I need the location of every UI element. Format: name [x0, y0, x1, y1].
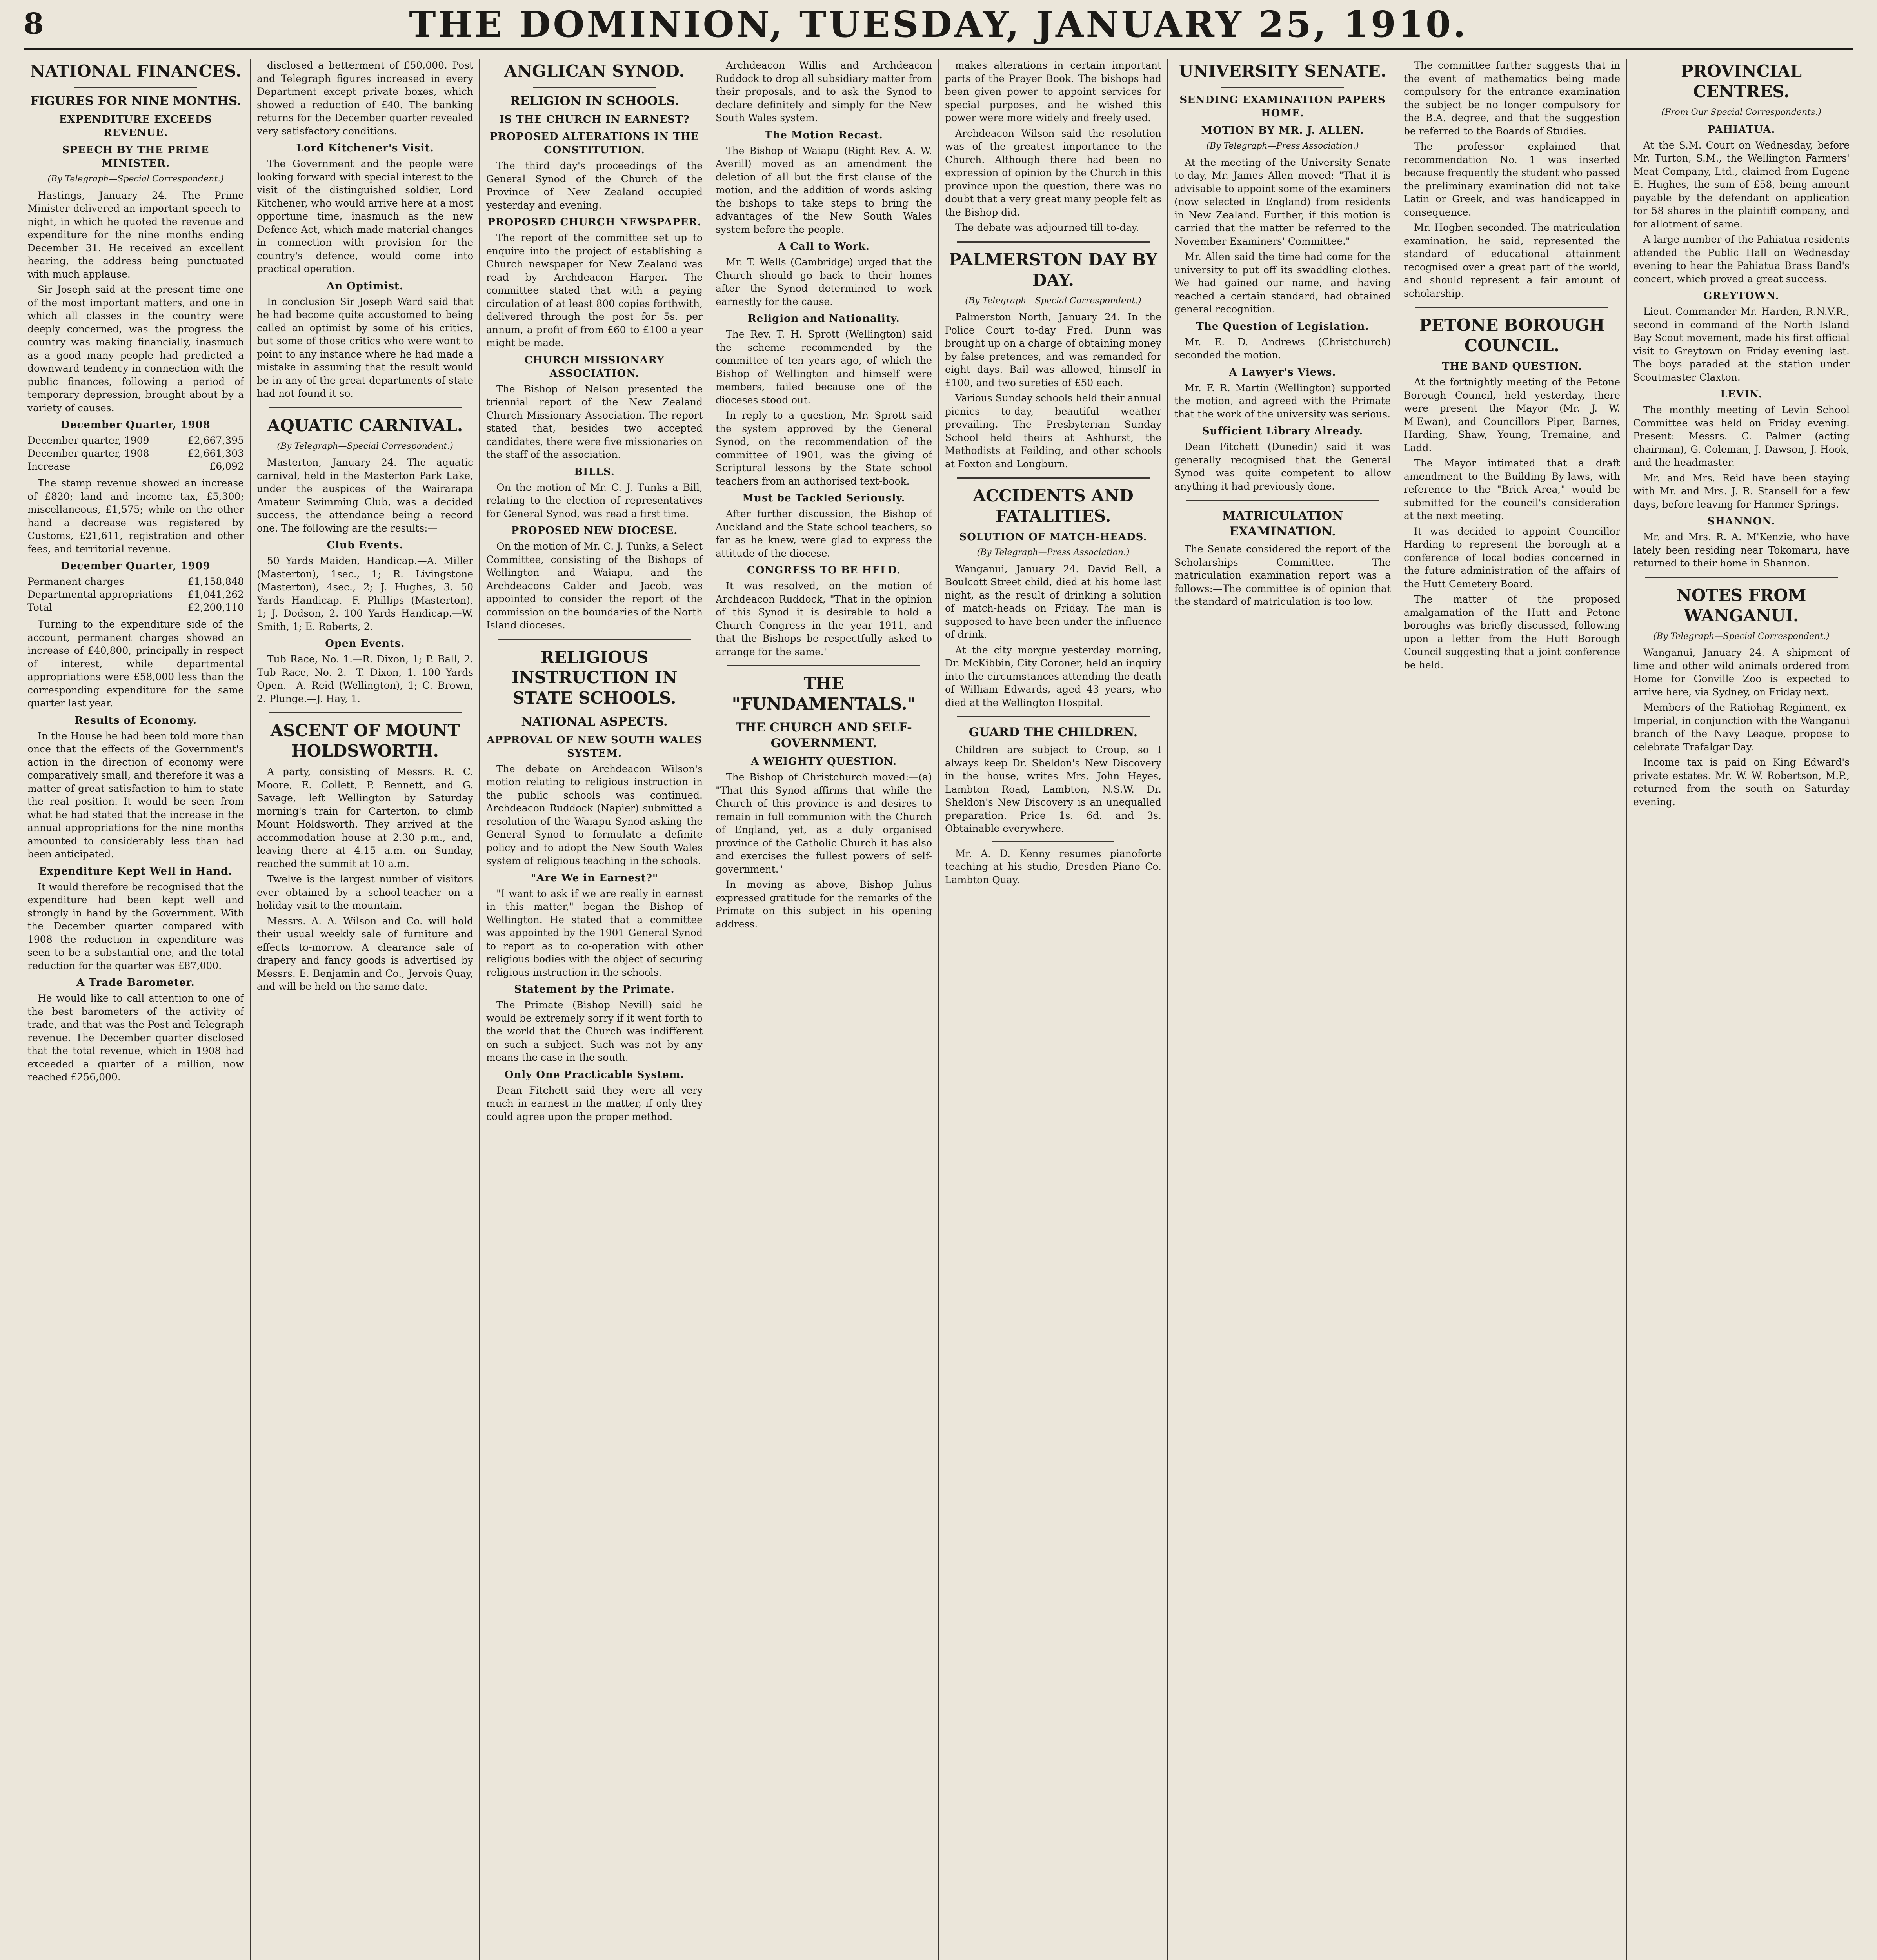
article-paragraph: Archdeacon Willis and Archdeacon Ruddock to drop all subsidiary matter from their proposals, and to ask the Synod to declare definitely and simply for the New South Wales system.: [716, 60, 932, 123]
rule: [957, 477, 1150, 479]
row-value: £1,041,262: [187, 589, 244, 600]
rule: [1221, 87, 1344, 88]
row-value: £2,667,395: [187, 435, 244, 446]
headline-wanganui-notes: NOTES FROM WANGANUI.: [1676, 585, 1806, 625]
table-row: [27, 588, 244, 601]
credit-line: (By Telegraph—Special Correspondent.): [1653, 631, 1830, 641]
rule: [74, 87, 197, 88]
article-paragraph: The Primate (Bishop Nevill) said he would be extremely sorry if it went forth to the world that the Church was indifferent on such a subject. Such was not by any means the case in the south.: [486, 999, 703, 1063]
rule: [498, 639, 691, 640]
article-paragraph: The Bishop of Waiapu (Right Rev. A. W. Averill) moved as an amendment the deletion of all but the first clause of the motion, and the addition of words asking the bishops to take steps to bring the advantages of the New South Wales system before the people.: [716, 145, 932, 235]
article-paragraph: Mr. and Mrs. Reid have been staying with Mr. and Mrs. J. R. Stansell for a few days, before leaving for Hanmer Springs.: [1633, 472, 1850, 510]
article-paragraph: The professor explained that recommendation No. 1 was inserted because frequently the student who passed the preliminary examination did not take Latin or Greek, and was handicapped in consequence.: [1404, 141, 1620, 218]
article-paragraph: At the fortnightly meeting of the Petone Borough Council, held yesterday, there were present the Mayor (Mr. J. W. M'Ewan), and Councillors Piper, Barnes, Harding, Shaw, Young, Tremaine, and Ladd.: [1404, 376, 1620, 454]
article-paragraph: In moving as above, Bishop Julius expressed gratitude for the remarks of the Primate on this subject in his opening address.: [716, 879, 932, 930]
article-paragraph: The Bishop of Christchurch moved:—(a) "That this Synod affirms that while the Church of this province is and desires to remain in full communion with the Church of England, yet, as a duly organised province of the Catholic Church it has also and exercises the fullest powers of self-government.": [716, 771, 932, 875]
table-row: [27, 575, 244, 588]
rule: [1186, 500, 1379, 501]
page-number: 8: [24, 7, 44, 41]
article-paragraph: Wanganui, January 24. A shipment of lime and other wild animals ordered from Home for Gonville Zoo is expected to arrive here, via Sydney, on Friday next.: [1633, 647, 1850, 698]
deck-motion-allen: MOTION BY MR. J. ALLEN.: [1201, 125, 1364, 136]
section-subhead: LEVIN.: [1720, 388, 1763, 400]
row-label: Total: [27, 602, 52, 613]
article-paragraph: Hastings, January 24. The Prime Minister delivered an important speech to-night, in which he quoted the revenue and expenditure for the nine months ending December 31. He received an excellent hearing, the address being punctuated with much applause.: [27, 189, 244, 280]
deck-nsw-system: APPROVAL OF NEW SOUTH WALES SYSTEM.: [487, 734, 702, 759]
subhead-match-heads: SOLUTION OF MATCH-HEADS.: [959, 531, 1147, 543]
rule: [533, 87, 656, 88]
article-paragraph: Tub Race, No. 1.—R. Dixon, 1; P. Ball, 2. Tub Race, No. 2.—T. Dixon, 1. 100 Yards Open.—A. Reid (Wellington), 1; C. Brown, 2. Plunge.—J. Hay, 1.: [257, 653, 473, 704]
article-paragraph: A large number of the Pahiatua residents attended the Public Hall on Wednesday evening to hear the Pahiatua Brass Band's concert, which proved a great success.: [1633, 234, 1850, 285]
article-paragraph: Mr. T. Wells (Cambridge) urged that the Church should go back to their homes after the Synod determined to work earnestly for the cause.: [716, 256, 932, 307]
credit-line: (By Telegraph—Special Correspondent.): [47, 174, 224, 184]
subhead-nine-months: FIGURES FOR NINE MONTHS.: [30, 94, 241, 108]
credit-line: (By Telegraph—Press Association.): [977, 548, 1130, 557]
headline-provincial-centres: PROVINCIAL CENTRES.: [1681, 62, 1802, 101]
headline-anglican-synod: ANGLICAN SYNOD.: [504, 62, 685, 81]
headline-mount-holdsworth: ASCENT OF MOUNT HOLDSWORTH.: [270, 721, 460, 760]
column-rule: [250, 59, 251, 1960]
article-paragraph: At the meeting of the University Senate to-day, Mr. James Allen moved: "That it is advisable to appoint some of the examiners (now selected in England) from residents in New Zealand. Further, if this motion is carried that the matter be referred to the November Examiners' Committee.": [1174, 156, 1391, 247]
article-paragraph: Messrs. A. A. Wilson and Co. will hold their usual weekly sale of furniture and effects to-morrow. A clearance sale of drapery and fancy goods is advertised by Messrs. E. Benjamin and Co., Jervois Quay, and will be held on the same date.: [257, 915, 473, 992]
section-subhead: Only One Practicable System.: [504, 1069, 685, 1081]
headline-religious-instruction: RELIGIOUS INSTRUCTION IN STATE SCHOOLS.: [511, 647, 678, 708]
subhead-religion-schools: RELIGION IN SCHOOLS.: [510, 94, 679, 108]
row-label: Permanent charges: [27, 576, 124, 587]
article-paragraph: Palmerston North, January 24. In the Police Court to-day Fred. Dunn was brought up on a charge of obtaining money by false pretences, and was remanded for eight days. Bail was allowed, himself in £100, and two sureties of £50 each.: [945, 311, 1161, 388]
section-subhead: PROPOSED CHURCH NEWSPAPER.: [487, 216, 701, 228]
column-rule: [938, 59, 939, 1960]
article-paragraph: The debate on Archdeacon Wilson's motion relating to religious instruction in the public schools was continued. Archdeacon Ruddock (Napier) submitted a resolution of the Waiapu Synod asking the General Synod to formulate a definite policy and to adopt the New South Wales system of religious teaching in the schools.: [486, 763, 703, 866]
section-subhead: Club Events.: [327, 539, 403, 551]
rule: [957, 241, 1150, 243]
table-row: [27, 460, 244, 473]
article-paragraph: The Government and the people were looking forward with special interest to the visit of the distinguished soldier, Lord Kitchener, who would arrive here at a most opportune time, inasmuch as the new Defence Act, which made material changes in connection with provision for the country's defence, would come into practical operation.: [257, 158, 473, 274]
article-paragraph: 50 Yards Maiden, Handicap.—A. Miller (Masterton), 1sec., 1; R. Livingstone (Masterton), 4sec., 2; J. Hughes, 3. 50 Yards Handicap.—F. Phillips (Masterton), 1; J. Dodson, 2. 100 Yards Handicap.—W. Smith, 1; E. Roberts, 2.: [257, 555, 473, 632]
section-subhead: An Optimist.: [327, 280, 403, 292]
article-paragraph: Turning to the expenditure side of the account, permanent charges showed an increase of £40,800, principally in respect of interest, while departmental appropriations were £58,000 less than the corresponding expenditure for the same quarter last year.: [27, 619, 244, 709]
headline-matriculation: MATRICULATION EXAMINATION.: [1222, 509, 1343, 539]
article-paragraph: In the House he had been told more than once that the effects of the Government's action in the direction of economy were comparatively small, and therefore it was a matter of great satisfaction to him to state the real position. It would be seen from what he had stated that the increase in the annual appropriations for the nine months amounted to considerably less than had been anticipated.: [27, 730, 244, 860]
row-label: Increase: [27, 461, 71, 472]
rule: [957, 716, 1150, 717]
table-row: [27, 434, 244, 447]
headline-guard-children: GUARD THE CHILDREN.: [968, 725, 1138, 739]
table-label: December Quarter, 1909: [61, 560, 211, 572]
article-paragraph: In conclusion Sir Joseph Ward said that he had become quite accustomed to being called an optimist by some of his critics, but some of those critics who were wont to point to any instance where he had made a mistake in assuming that the result would be in any of the great departments of state had not found it so.: [257, 296, 473, 399]
subhead-national-aspects: NATIONAL ASPECTS.: [521, 714, 668, 729]
revenue-table: [27, 434, 244, 473]
article-paragraph: It was resolved, on the motion of Archdeacon Ruddock, "That in the opinion of this Synod it is desirable to hold a Church Congress in the year 1911, and that the Bishops be respectfully asked to arrange for the same.": [716, 580, 932, 657]
article-paragraph: Mr. Allen said the time had come for the university to put off its swaddling clothes. We had gained our name, and having reached a certain standard, had obtained general recognition.: [1174, 251, 1391, 315]
deck-earnest: IS THE CHURCH IN EARNEST?: [499, 114, 690, 125]
article-paragraph: At the S.M. Court on Wednesday, before Mr. Turton, S.M., the Wellington Farmers' Meat Company, Ltd., claimed from Eugene E. Hughes, the sum of £58, being amount payable by the defendant on application for 58 shares in the plaintiff company, and for allotment of same.: [1633, 139, 1850, 230]
section-subhead: GREYTOWN.: [1703, 290, 1779, 302]
section-subhead: "Are We in Earnest?": [531, 872, 658, 884]
section-subhead: Religion and Nationality.: [748, 313, 900, 325]
table-row: [27, 601, 244, 614]
column-rule: [1167, 59, 1168, 1960]
section-subhead: BILLS.: [574, 466, 615, 478]
section-subhead: The Question of Legislation.: [1196, 320, 1369, 332]
column-1: [27, 59, 244, 1960]
deck-speech: SPEECH BY THE PRIME MINISTER.: [62, 144, 209, 169]
article-paragraph: A party, consisting of Messrs. R. C. Moore, E. Collett, P. Bennett, and G. Savage, left Wellington by Saturday morning's train for Carterton, to climb Mount Holdsworth. They arrived at the accommodation house at 2.30 p.m., and, leaving there at 4.15 a.m. on Sunday, reached the summit at 10 a.m.: [257, 766, 473, 869]
article-paragraph: "I want to ask if we are really in earnest in this matter," began the Bishop of Wellington. He stated that a committee was appointed by the 1901 General Synod to report as to co-operation with other religious bodies with the object of securing religious instruction in the schools.: [486, 887, 703, 978]
article-paragraph: The Mayor intimated that a draft amendment to the Building By-laws, with reference to the "Brick Area," would be submitted for the council's consideration at the next meeting.: [1404, 457, 1620, 521]
section-subhead: Results of Economy.: [74, 714, 197, 726]
section-subhead: CONGRESS TO BE HELD.: [747, 564, 901, 576]
row-value: £6,092: [209, 461, 244, 472]
row-value: £1,158,848: [187, 576, 244, 587]
rule: [992, 841, 1114, 842]
section-subhead: PAHIATUA.: [1707, 123, 1775, 136]
article-paragraph: Sir Joseph said at the present time one of the most important matters, and one in which all classes in the country were deeply concerned, was the progress the country was making financially, inasmuch as a good many people had predicted a downward tendency in connection with the public finances, following a period of temporary depression, brought about by a variety of causes.: [27, 284, 244, 414]
table-row: [27, 447, 244, 460]
section-subhead: Lord Kitchener's Visit.: [296, 142, 434, 154]
article-paragraph: Members of the Ratiohag Regiment, ex-Imperial, in conjunction with the Wanganui branch of the Navy League, propose to celebrate Trafalgar Day.: [1633, 702, 1850, 753]
article-paragraph: The monthly meeting of Levin School Committee was held on Friday evening. Present: Messrs. C. Palmer (acting chairman), G. Coleman, J. Dawson, J. Hook, and the headmaster.: [1633, 404, 1850, 468]
article-paragraph: He would like to call attention to one of the best barometers of the activity of trade, and that was the Post and Telegraph revenue. The December quarter disclosed that the total revenue, which in 1908 had exceeded a quarter of a million, now reached £256,000.: [27, 993, 244, 1083]
row-label: December quarter, 1908: [27, 448, 149, 459]
article-paragraph: Mr. Hogben seconded. The matriculation examination, he said, represented the standard of educational attainment recognised over a great part of the world, and should represent a fair amount of scholarship.: [1404, 222, 1620, 299]
newspaper-title: THE DOMINION, TUESDAY, JANUARY 25, 1910.: [409, 3, 1468, 45]
column-5: [945, 59, 1161, 1960]
article-paragraph: The third day's proceedings of the General Synod of the Church of the Province of New Zealand occupied yesterday and evening.: [486, 160, 703, 211]
rule: [727, 665, 920, 666]
article-paragraph: Various Sunday schools held their annual picnics to-day, beautiful weather prevailing. The Presbyterian Sunday School held theirs at Ashhurst, the Methodists at Feilding, and other schools at Foxton and Longburn.: [945, 392, 1161, 470]
headline-aquatic-carnival: AQUATIC CARNIVAL.: [267, 416, 463, 435]
article-paragraph: The report of the committee set up to enquire into the project of establishing a Church newspaper for New Zealand was read by Archdeacon Harper. The committee stated that with a paying circulation of at least 800 copies forthwith, delivered through the post for 5s. per annum, a profit of from £60 to £100 a year might be made.: [486, 232, 703, 348]
row-value: £2,200,110: [187, 602, 244, 613]
article-paragraph: The matter of the proposed amalgamation of the Hutt and Petone boroughs was briefly discussed, following upon a letter from the Hutt Borough Council suggesting that a joint conference be held.: [1404, 593, 1620, 671]
row-label: Departmental appropriations: [27, 589, 173, 600]
column-rule: [1626, 59, 1627, 1960]
article-paragraph: On the motion of Mr. C. J. Tunks, a Select Committee, consisting of the Bishops of Wellington and Waiapu, and the Archdeacons Calder and Jacob, was appointed to consider the report of the commission on the boundaries of the North Island dioceses.: [486, 541, 703, 631]
row-value: £2,661,303: [187, 448, 244, 459]
table-label: December Quarter, 1908: [61, 419, 211, 431]
article-paragraph: Mr. and Mrs. R. A. M'Kenzie, who have lately been residing near Tokomaru, have returned to their home in Shannon.: [1633, 531, 1850, 569]
subhead-self-government: THE CHURCH AND SELF-GOVERNMENT.: [736, 720, 912, 750]
credit-line: (By Telegraph—Press Association.): [1206, 141, 1359, 151]
rule: [1645, 577, 1838, 578]
article-paragraph: The debate was adjourned till to-day.: [955, 222, 1139, 233]
deck-weighty-question: A WEIGHTY QUESTION.: [750, 756, 897, 768]
article-paragraph: Mr. F. R. Martin (Wellington) supported the motion, and agreed with the Primate that the work of the university was serious.: [1174, 382, 1391, 420]
notice-paragraph: Mr. A. D. Kenny resumes pianoforte teaching at his studio, Dresden Piano Co. Lambton Quay.: [945, 848, 1161, 886]
credit-line: (By Telegraph—Special Correspondent.): [965, 296, 1141, 306]
article-paragraph: Mr. E. D. Andrews (Christchurch) seconded the motion.: [1174, 336, 1391, 361]
column-6: [1174, 59, 1391, 1960]
deck-expenditure: EXPENDITURE EXCEEDS REVENUE.: [59, 114, 213, 139]
credit-line: (From Our Special Correspondents.): [1661, 107, 1821, 117]
article-paragraph: The Bishop of Nelson presented the triennial report of the New Zealand Church Missionary Association. The report stated that, besides two accepted candidates, there were five missionaries on the staff of the association.: [486, 383, 703, 460]
column-2: [257, 59, 473, 1960]
section-subhead: Statement by the Primate.: [514, 984, 675, 995]
subhead-examination-papers: SENDING EXAMINATION PAPERS HOME.: [1179, 94, 1386, 119]
section-subhead: SHANNON.: [1707, 515, 1775, 527]
deck-alterations: PROPOSED ALTERATIONS IN THE CONSTITUTION.: [490, 131, 699, 156]
row-label: December quarter, 1909: [27, 435, 149, 446]
headline-petone-council: PETONE BOROUGH COUNCIL.: [1419, 316, 1605, 355]
column-4: [716, 59, 932, 1960]
headline-accidents: ACCIDENTS AND FATALITIES.: [973, 486, 1134, 526]
section-subhead: The Motion Recast.: [765, 129, 883, 141]
section-subhead: A Trade Barometer.: [76, 977, 195, 989]
article-paragraph: At the city morgue yesterday morning, Dr. McKibbin, City Coroner, held an inquiry into the circumstances attending the death of William Edwards, aged 43 years, who died at the Wellington Hospital.: [945, 644, 1161, 708]
section-subhead: Sufficient Library Already.: [1202, 425, 1363, 437]
masthead-rule: [24, 48, 1853, 50]
article-paragraph: After further discussion, the Bishop of Auckland and the State school teachers, so far as he knew, were glad to express the attitude of the diocese.: [716, 508, 932, 559]
article-paragraph: The Rev. T. H. Sprott (Wellington) said the scheme recommended by the committee of ten years ago, of which the Bishop of Wellington and himself were members, failed because one of the dioceses stood out.: [716, 328, 932, 406]
masthead: [24, 0, 1853, 51]
credit-line: (By Telegraph—Special Correspondent.): [277, 441, 453, 451]
article-paragraph: Masterton, January 24. The aquatic carnival, held in the Masterton Park Lake, under the auspices of the Wairarapa Amateur Swimming Club, was a decided success, the attendance being a record one. The following are the results:—: [257, 457, 473, 534]
rule: [269, 407, 462, 408]
column-rule: [479, 59, 480, 1960]
headline-palmerston: PALMERSTON DAY BY DAY.: [949, 250, 1157, 290]
article-paragraph: Lieut.-Commander Mr. Harden, R.N.V.R., second in command of the North Island Bay Scout movement, made his first official visit to Greytown on Friday evening last. The boys paraded at the station under Scoutmaster Claxton.: [1633, 306, 1850, 383]
article-paragraph: Dean Fitchett (Dunedin) said it was generally recognised that the General Synod was quite competent to allow anything it had previously done.: [1174, 441, 1391, 492]
subhead-band-question: THE BAND QUESTION.: [1442, 361, 1582, 372]
article-paragraph: The committee further suggests that in the event of mathematics being made compulsory for the entrance examination the subject be no longer compulsory for the B.A. degree, and that the suggestion be referred to the Boards of Studies.: [1404, 60, 1620, 137]
expenditure-table: [27, 575, 244, 614]
article-paragraph: disclosed a betterment of £50,000. Post and Telegraph figures increased in every Department except private boxes, which showed a reduction of £40. The banking returns for the December quarter revealed very satisfactory conditions.: [257, 60, 473, 137]
article-paragraph: It was decided to appoint Councillor Harding to represent the borough at a conference of local bodies concerned in the future administration of the affairs of the Hutt Cemetery Board.: [1404, 525, 1620, 590]
section-subhead: CHURCH MISSIONARY ASSOCIATION.: [524, 354, 665, 379]
column-8: [1633, 59, 1850, 1960]
article-paragraph: Dean Fitchett said they were all very much in earnest in the matter, if only they could agree upon the proper method.: [486, 1084, 703, 1122]
article-paragraph: The stamp revenue showed an increase of £820; land and income tax, £5,300; miscellaneous, £1,575; while on the other hand a decrease was registered by Customs, £21,611, registration and other fees, and territorial revenue.: [27, 477, 244, 555]
section-subhead: Open Events.: [325, 638, 405, 650]
section-subhead: A Call to Work.: [778, 241, 870, 252]
article-paragraph: Archdeacon Wilson said the resolution was of the greatest importance to the Church. Although there had been no expression of opinion by the Church in this province upon the question, there was no doubt that a very great many people felt as the Bishop did.: [945, 127, 1161, 218]
section-subhead: Must be Tackled Seriously.: [742, 492, 905, 504]
section-subhead: PROPOSED NEW DIOCESE.: [511, 525, 678, 537]
article-paragraph: It would therefore be recognised that the expenditure had been kept well and strongly in hand by the Government. With the December quarter compared with 1908 the reduction in expenditure was seen to be a substantial one, and the total reduction for the quarter was £87,000.: [27, 881, 244, 971]
headline-national-finances: NATIONAL FINANCES.: [30, 62, 242, 81]
rule: [1415, 307, 1608, 308]
article-paragraph: Wanganui, January 24. David Bell, a Boulcott Street child, died at his home last night, as the result of drinking a solution of match-heads on Friday. The man is supposed to have been under the influence of drink.: [945, 563, 1161, 640]
column-7: [1404, 59, 1620, 1960]
column-3: [486, 59, 703, 1960]
headline-university-senate: UNIVERSITY SENATE.: [1179, 62, 1386, 81]
headline-fundamentals: THE "FUNDAMENTALS.": [732, 674, 916, 713]
article-paragraph: On the motion of Mr. C. J. Tunks a Bill, relating to the election of representatives for General Synod, was read a first time.: [486, 481, 703, 519]
article-paragraph: In reply to a question, Mr. Sprott said the system approved by the General Synod, on the recommendation of the committee of 1901, was the giving of Scriptural lessons by the State school teachers from an authorised text-book.: [716, 410, 932, 487]
section-subhead: A Lawyer's Views.: [1229, 366, 1336, 378]
section-subhead: Expenditure Kept Well in Hand.: [39, 865, 233, 877]
article-paragraph: Twelve is the largest number of visitors ever obtained by a school-teacher on a holiday visit to the mountain.: [257, 873, 473, 911]
article-paragraph: makes alterations in certain important parts of the Prayer Book. The bishops had been given power to appoint services for special purposes, and he wished this power were more widely and freely used.: [945, 60, 1161, 123]
advert-paragraph: Children are subject to Croup, so I always keep Dr. Sheldon's New Discovery in the house, writes Mrs. John Heyes, Lambton Road, Lambton, N.S.W. Dr. Sheldon's New Discovery is an unequalled preparation. Price 1s. 6d. and 3s. Obtainable everywhere.: [945, 744, 1161, 834]
article-paragraph: Income tax is paid on King Edward's private estates. Mr. W. W. Robertson, M.P., returned from the south on Saturday evening.: [1633, 757, 1850, 808]
rule: [269, 712, 462, 713]
article-paragraph: The Senate considered the report of the Scholarships Committee. The matriculation examination report was a follows:—The committee is of opinion that the standard of matriculation is too low.: [1174, 543, 1391, 607]
